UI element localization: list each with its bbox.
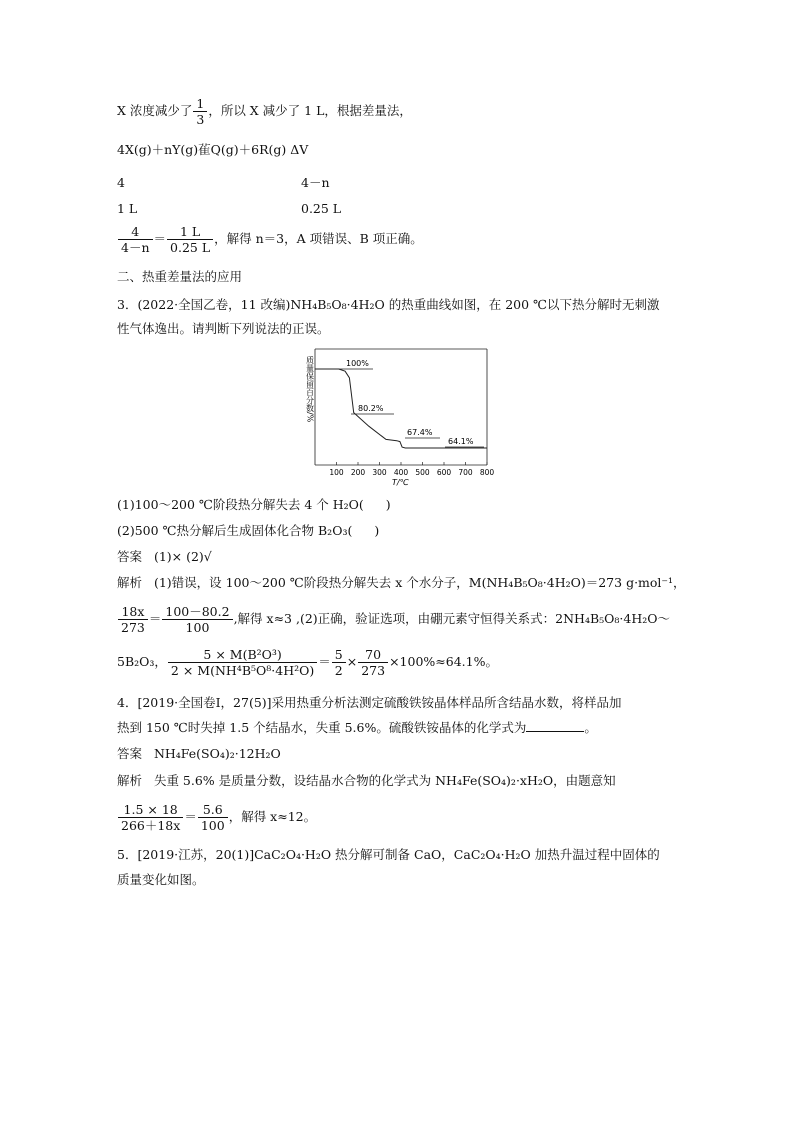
text-segment: ，解得 n＝3，A 项错误、B 项正确。 [214, 231, 423, 246]
fraction [118, 802, 183, 833]
analysis-line: $\frac{1.5 \times 18}{266+18x}$ ＝ $\frac{5.6}{100}$ ，解得 x≈12。 [117, 802, 316, 833]
x-tick-label: 300 [372, 468, 387, 477]
equation-row [117, 200, 342, 218]
equation-line: 4X(g)＋nY(g)雈Q(g)＋6R(g) ΔV [117, 142, 309, 157]
analysis-text: (1)错误，设 100～200 ℃阶段热分解失去 x 个水分子，M(NH₄B₅O₈·4H₂O)＝273 g·mol⁻¹， [153, 575, 686, 590]
equals: ＝ [318, 654, 331, 669]
answer-text: (1)× (2)√ [153, 549, 212, 564]
section-heading: 二、热重差量法的应用 [117, 269, 243, 284]
denominator: 273 [361, 663, 386, 678]
analysis-text: ，解得 x≈12。 [228, 809, 317, 824]
analysis-label: 解析 [117, 575, 143, 590]
x-tick-label: 700 [458, 468, 473, 477]
answer-line [117, 548, 212, 566]
item-text: (2)500 ℃热分解后生成固体化合物 B₂O₃( [117, 523, 353, 538]
x-tick-label: 600 [436, 468, 452, 477]
text-segment: X 浓度减少了 [117, 103, 193, 118]
fraction [118, 604, 148, 635]
fraction [162, 604, 232, 635]
question-text: 。 [584, 720, 597, 735]
analysis-line: $\frac{18x}{273}$ ＝ $\frac{100-80.2}{100}$ ,解得 x≈3 ,(2)正确，验证选项，由硼元素守恒得关系式：2NH₄B₅O₈·4H₂O～ [117, 604, 670, 635]
answer-text: NH₄Fe(SO₄)₂·12H₂O [153, 746, 281, 761]
analysis-text: ×100%≈64.1%。 [389, 654, 498, 669]
question-text: 热到 150 ℃时失掉 1.5 个结晶水，失重 5.6%。硫酸铁铵晶体的化学式为 [117, 720, 527, 735]
row-left: 4 [117, 175, 125, 190]
fraction [168, 647, 317, 678]
paren-close: ) [385, 497, 391, 512]
question-3-line: 3．(2022·全国乙卷，11 改编)NH₄B₅O₈·4H₂O 的热重曲线如图，在 200 ℃以下热分解时无刺激 [117, 297, 660, 312]
fraction [193, 96, 207, 127]
equation-row [117, 174, 330, 192]
fraction [167, 224, 213, 255]
x-tick-label: 500 [415, 468, 430, 477]
x-tick-label: 800 [479, 468, 495, 477]
numerator: 1 L [167, 224, 213, 240]
numerator: 100－80.2 [162, 604, 232, 620]
row-right: 0.25 L [301, 201, 342, 216]
numerator: 18x [118, 604, 148, 620]
annotation-64: 64.1% [448, 437, 474, 446]
text-line: $\frac{4}{4-n}$ ＝ $\frac{1 L}{0.25 L}$ ，解得 n＝3，A 项错误、B 项正确。 [117, 224, 423, 255]
annotation-67: 67.4% [407, 428, 433, 437]
denominator: 273 [121, 620, 145, 635]
thermogravimetric-chart [300, 344, 500, 488]
analysis-line [117, 647, 498, 678]
numerator: 1 [193, 96, 207, 112]
numerator: 5 × M(B²O³) [168, 647, 317, 663]
question-4-line: 4．[2019·全国卷Ⅰ，27(5)]采用热重分析法测定硫酸铁铵晶体样品所含结晶水数，将样品加 [117, 695, 622, 710]
numerator: 4 [118, 224, 153, 240]
paren-close: ) [374, 523, 380, 538]
fraction [198, 802, 228, 833]
denominator: 266＋18x [121, 818, 181, 833]
question-5-line: 5．[2019·江苏，20(1)]CaC₂O₄·H₂O 热分解可制备 CaO，CaC₂O₄·H₂O 加热升温过程中固体的 [117, 847, 660, 862]
item-text: (1)100～200 ℃阶段热分解失去 4 个 H₂O( [117, 497, 364, 512]
x-axis-label: T/℃ [392, 478, 409, 487]
analysis-text: 5B₂O₃， [117, 654, 167, 669]
numerator: 5 [332, 647, 346, 663]
numerator: 5.6 [198, 802, 228, 818]
analysis-text: 失重 5.6% 是质量分数，设结晶水合物的化学式为 NH₄Fe(SO₄)₂·xH₂O，由题意知 [153, 773, 616, 788]
answer-label: 答案 [117, 549, 143, 564]
annotation-100: 100% [346, 359, 369, 368]
answer-blank[interactable] [526, 719, 584, 732]
y-axis-label: 质量保留百分数/% [305, 356, 315, 423]
row-left: 1 L [117, 201, 138, 216]
denominator: 4－n [121, 240, 150, 255]
question-5-line: 质量变化如图。 [117, 872, 205, 887]
x-tick-label: 100 [329, 468, 344, 477]
text-segment: ，所以 X 减少了 1 L，根据差量法， [208, 103, 412, 118]
numerator: 70 [358, 647, 388, 663]
denominator: 100 [200, 818, 225, 833]
denominator: 100 [185, 620, 210, 635]
question-3-item-2 [117, 522, 379, 540]
denominator: 0.25 L [170, 240, 211, 255]
question-3-line: 性气体逸出。请判断下列说法的正误。 [117, 321, 330, 336]
denominator: 3 [196, 112, 205, 127]
text-line [117, 96, 412, 127]
analysis-label: 解析 [117, 773, 143, 788]
question-4-line [117, 719, 597, 737]
denominator: 2 [334, 663, 343, 678]
annotation-80: 80.2% [358, 404, 384, 413]
answer-label: 答案 [117, 746, 143, 761]
analysis-text: ,解得 x≈3 ,(2)正确，验证选项，由硼元素守恒得关系式：2NH₄B₅O₈·4H₂O～ [233, 611, 670, 626]
x-tick-label: 200 [350, 468, 366, 477]
denominator: 2 × M(NH⁴B⁵O⁸·4H²O) [170, 663, 315, 678]
numerator: 1.5 × 18 [118, 802, 183, 818]
answer-line [117, 745, 281, 763]
row-right: 4－n [301, 175, 330, 190]
fraction [118, 224, 153, 255]
fraction [332, 647, 346, 678]
x-tick-label: 400 [393, 468, 409, 477]
analysis-line [117, 772, 616, 790]
analysis-line [117, 574, 686, 592]
times: × [346, 654, 358, 669]
question-3-item-1 [117, 496, 391, 514]
fraction [358, 647, 388, 678]
